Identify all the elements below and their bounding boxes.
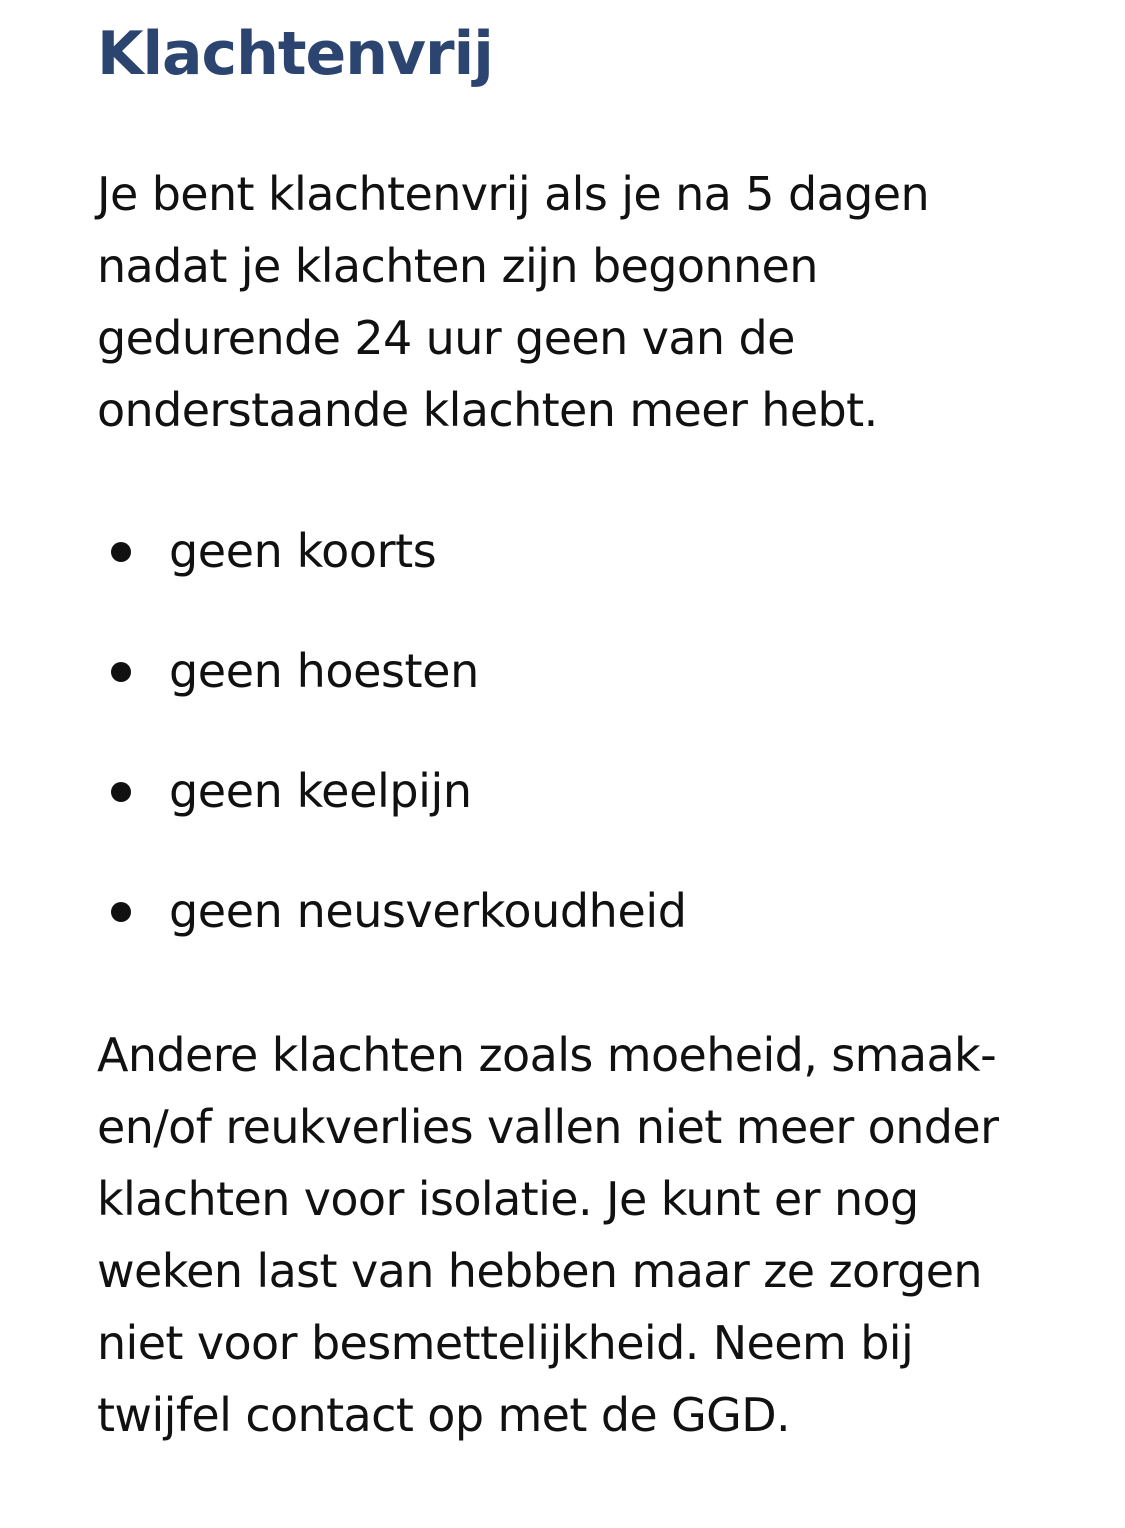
bullet-icon [111,662,131,682]
outro-line: weken last van hebben maar ze zorgen [97,1244,982,1298]
intro-line: nadat je klachten zijn begonnen [97,239,818,293]
intro-paragraph [97,158,997,446]
outro-paragraph [97,1019,1057,1451]
outro-line: niet voor besmettelijkheid. Neem bij [97,1316,914,1370]
bullet-icon [111,782,131,802]
bullet-icon [111,902,131,922]
list-item-text: geen keelpijn [169,764,472,818]
outro-line: twijfel contact op met de GGD. [97,1388,791,1442]
outro-line: Andere klachten zoals moeheid, smaak- [97,1028,997,1082]
outro-line: klachten voor isolatie. Je kunt er nog [97,1172,919,1226]
intro-line: gedurende 24 uur geen van de [97,311,795,365]
list-item-text: geen neusverkoudheid [169,884,687,938]
list-item-text: geen hoesten [169,644,479,698]
bullet-icon [111,542,131,562]
intro-line: onderstaande klachten meer hebt. [97,383,878,437]
list-item-text: geen koorts [169,524,437,578]
outro-line: en/of reukverlies vallen niet meer onder [97,1100,999,1154]
page-title: Klachtenvrij [97,19,493,89]
intro-line: Je bent klachtenvrij als je na 5 dagen [97,167,930,221]
